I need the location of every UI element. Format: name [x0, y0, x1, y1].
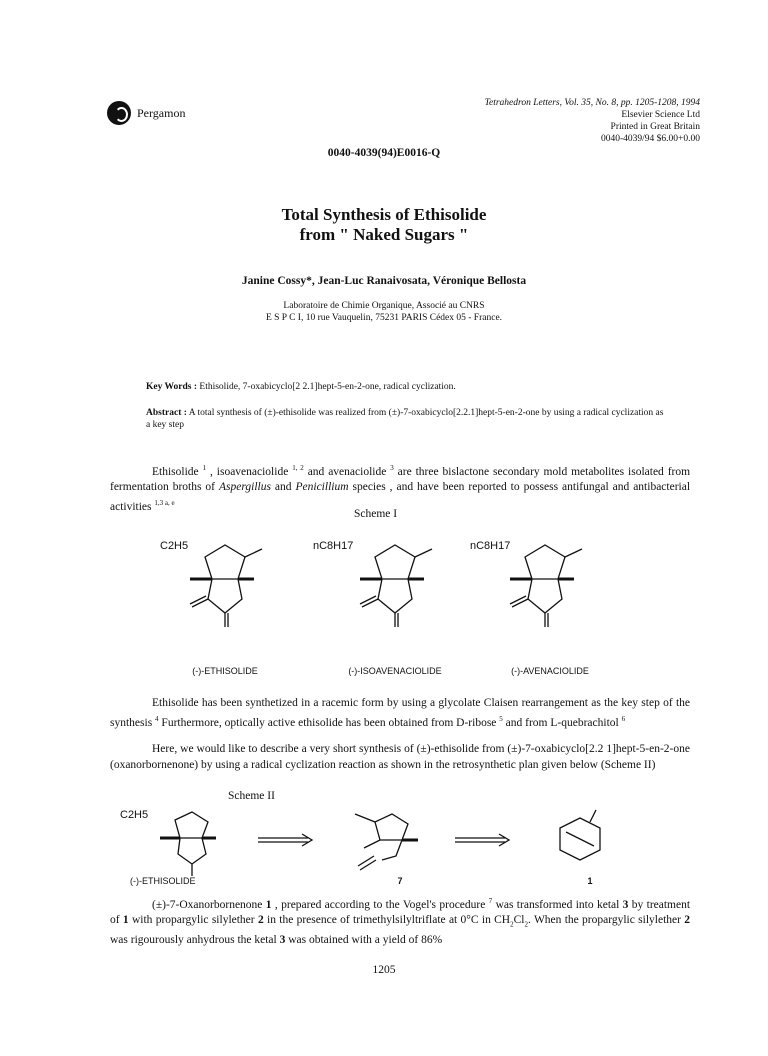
printed-line: Printed in Great Britain [610, 122, 700, 132]
reference: 6 [621, 714, 626, 723]
publisher-line: Elsevier Science Ltd [621, 110, 700, 120]
genus-name: Penicillium [295, 481, 349, 494]
scheme-1-caption-3: (-)-AVENACIOLIDE [511, 666, 589, 676]
title-line-1: Total Synthesis of Ethisolide [281, 205, 487, 224]
text: and avenaciolide [307, 465, 387, 478]
scheme-1-label: Scheme I [354, 508, 398, 520]
reference: 1, 2 [292, 464, 304, 472]
text: with propargylic silylether [131, 914, 255, 927]
oxanorbornenone-structure [560, 810, 600, 860]
retro-arrow-1 [258, 834, 312, 846]
compound-number: 3 [279, 934, 286, 947]
paragraph-3: Here, we would like to describe a very short synthesis of (±)-ethisolide from (±)-7-oxabicyclo[2.2 1]hept-5-en-2-one (oxanorbornenone) by using a radical cyclization reaction as shown in the retrosynthetic plan given below (Scheme II) [110, 743, 690, 771]
scheme-2-caption-2: 7 [397, 876, 403, 886]
publisher-name: Pergamon [137, 105, 186, 120]
compound-number: 1 [265, 898, 272, 911]
reference: 1,3 a, e [154, 498, 175, 507]
text: in the presence of trimethylsilyltriflate at 0°C in CH [267, 914, 511, 927]
substituent-label: C2H5 [120, 809, 149, 821]
substituent-label: nC8H17 [313, 540, 354, 552]
ethisolide-structure [160, 812, 216, 876]
paragraph-1 [110, 461, 690, 515]
text: Cl [513, 914, 525, 927]
text: species , and have been reported to possess antifungal and antibacterial activities [110, 481, 691, 513]
scheme-1-caption-1: (-)-ETHISOLIDE [192, 666, 258, 676]
journal-info [400, 97, 700, 145]
text: Furthermore, optically active ethisolide has been obtained from D-ribose [161, 716, 497, 729]
avenaciolide-structure [510, 545, 582, 627]
keywords-text: Ethisolide, 7-oxabicyclo[2 2.1]hept-5-en-2-one, radical cyclization. [199, 382, 456, 392]
doi: 0040-4039(94)E0016-Q [327, 147, 441, 159]
text: . When the propargylic silylether [527, 914, 681, 927]
abstract [146, 407, 666, 431]
text: , isoavenaciolide [209, 465, 289, 478]
scheme-1-caption-2: (-)-ISOAVENACIOLIDE [348, 666, 442, 676]
compound-number: 2 [684, 914, 691, 927]
compound-number: 3 [622, 898, 629, 911]
reference: 7 [488, 897, 493, 905]
reference: 3 [390, 464, 394, 472]
title-line-2: from " Naked Sugars " [299, 225, 469, 244]
reference: 1 [202, 464, 207, 472]
text: and from L-quebrachitol [505, 716, 619, 729]
text: Ethisolide has been synthetized in a racemic form by using a glycolate Claisen rearrangement as the key step of the synthesis [110, 697, 690, 729]
subscript: 2 [510, 920, 514, 929]
abstract-label: Abstract : [146, 408, 187, 418]
text: Ethisolide [152, 465, 199, 478]
affiliation-line-2: E S P C I, 10 rue Vauquelin, 75231 PARIS Cédex 05 - France. [265, 313, 503, 323]
page-number: 1205 [372, 964, 396, 976]
text: was rigourously anhydrous the ketal [110, 934, 277, 947]
paragraph-2 [110, 696, 690, 731]
article-title [0, 205, 768, 245]
text: and [274, 481, 292, 494]
substituent-label: C2H5 [160, 540, 189, 552]
substituent-label: nC8H17 [470, 540, 511, 552]
keywords [146, 382, 646, 392]
affiliation [0, 300, 768, 324]
text: , prepared according to the Vogel's procedure [274, 898, 486, 911]
scheme-2-label: Scheme II [228, 790, 275, 802]
text: by treatment of [110, 898, 691, 927]
price-line: 0040-4039/94 $6.00+0.00 [600, 134, 700, 144]
journal-citation: Tetrahedron Letters, Vol. 35, No. 8, pp. 1205-1208, 1994 [484, 98, 700, 108]
genus-name: Aspergillus [218, 481, 271, 494]
scheme-2-structures [120, 808, 640, 878]
intermediate-7-structure [355, 814, 418, 870]
pergamon-logo-icon [107, 101, 131, 125]
keywords-label: Key Words : [146, 382, 198, 392]
text: was obtained with a yield of 86% [288, 934, 443, 947]
compound-number: 2 [257, 914, 264, 927]
reference: 5 [499, 714, 503, 723]
authors: Janine Cossy*, Jean-Luc Ranaivosata, Véronique Bellosta [241, 275, 527, 287]
isoavenaciolide-structure [360, 545, 432, 627]
affiliation-line-1: Laboratoire de Chimie Organique, Associé au CNRS [283, 301, 485, 311]
retro-arrow-2 [455, 834, 509, 846]
reference: 4 [155, 714, 159, 723]
paragraph-4 [110, 894, 690, 949]
text: was transformed into ketal [495, 898, 620, 911]
text: are three bislactone secondary mold metabolites isolated from fermentation broths of [110, 465, 691, 494]
ethisolide-structure [190, 545, 262, 627]
subscript: 2 [524, 920, 528, 929]
publisher-logo [107, 100, 185, 126]
scheme-2-caption-1: (-)-ETHISOLIDE [130, 876, 196, 886]
compound-number: 1 [122, 914, 129, 927]
scheme-1-structures [130, 527, 650, 657]
text: (±)-7-Oxanorbornenone [152, 898, 263, 911]
abstract-text: A total synthesis of (±)-ethisolide was realized from (±)-7-oxabicyclo[2.2.1]hept-5-en-2-one by using a radical cyclization as a key step [146, 408, 664, 430]
scheme-2-caption-3: 1 [587, 876, 593, 886]
